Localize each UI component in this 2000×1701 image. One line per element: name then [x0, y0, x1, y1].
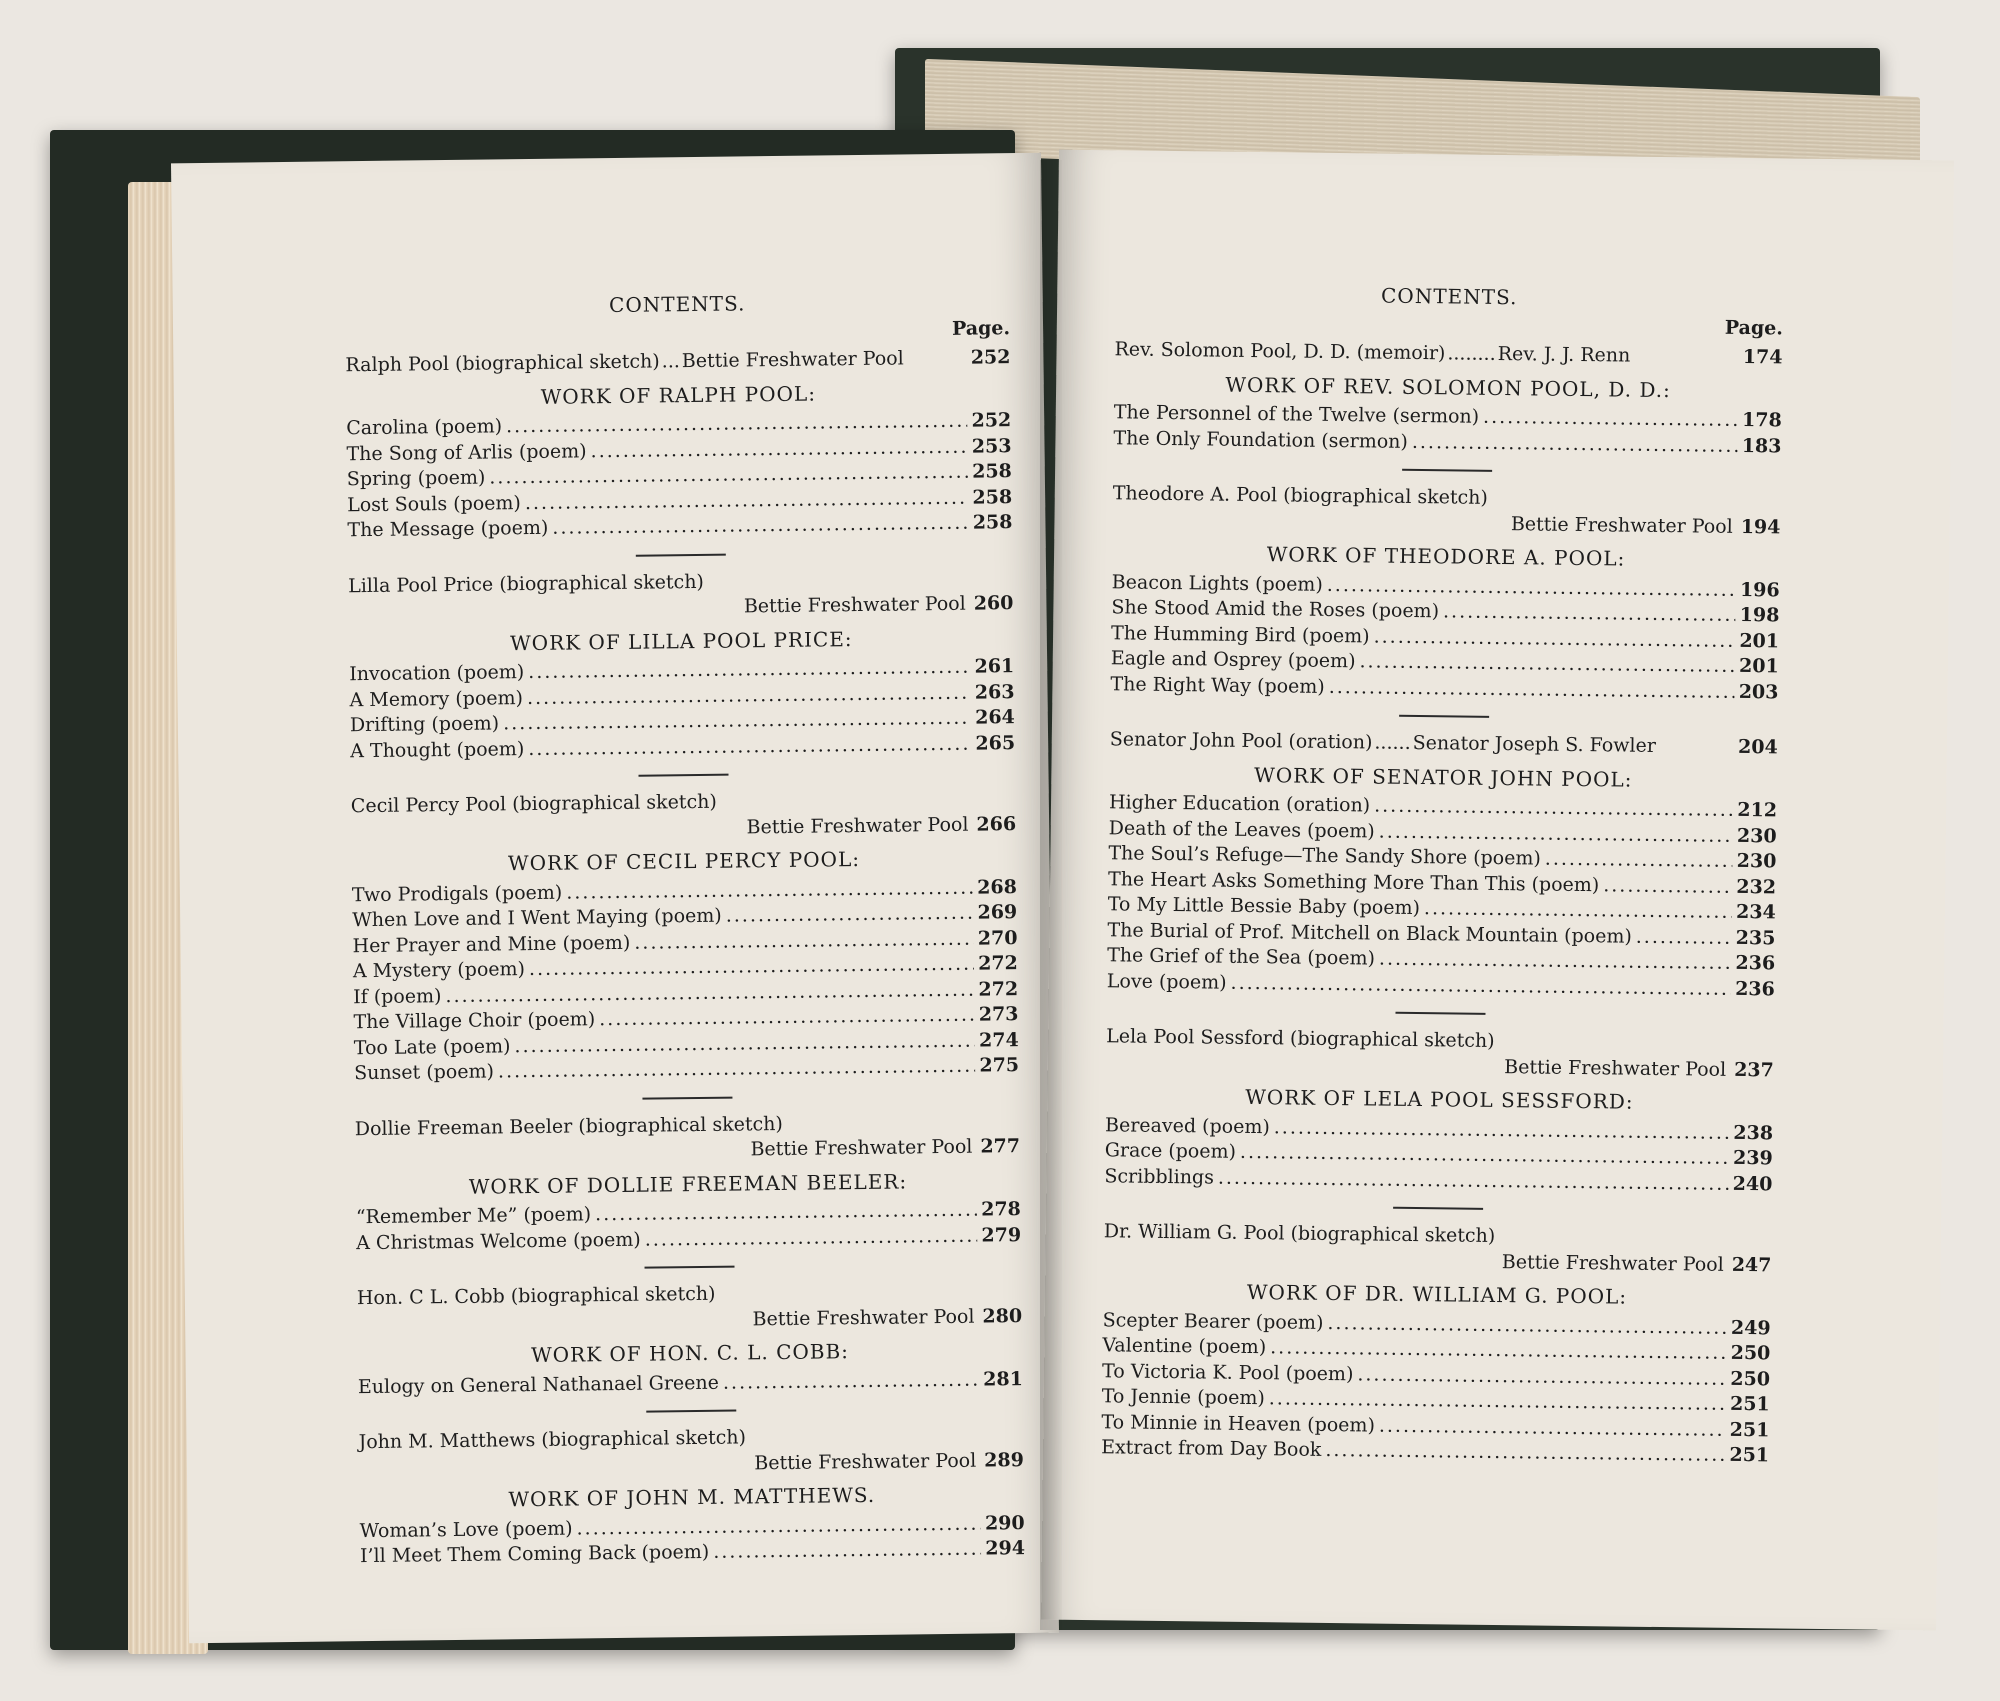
- entry-page: 279: [981, 1223, 1022, 1247]
- biography-page: 204: [1737, 735, 1778, 759]
- entry-title: The Heart Asks Something More Than This (poem): [1107, 867, 1600, 896]
- entry-title: The Message (poem): [347, 516, 549, 542]
- biography-page: 277: [980, 1135, 1021, 1158]
- biography-title: Senator John Pool (oration): [1109, 728, 1373, 754]
- work-heading: WORK OF LELA POOL SESSFORD:: [1245, 1084, 1634, 1114]
- work-heading: WORK OF HON. C. L. COBB:: [530, 1339, 850, 1368]
- contents-heading: CONTENTS.: [1380, 283, 1518, 310]
- toc-section: [1107, 727, 1778, 1002]
- entry-title: When Love and I Went Maying (poem): [352, 904, 722, 932]
- contents-heading: CONTENTS.: [608, 291, 746, 318]
- entry-page: 253: [971, 434, 1012, 458]
- toc-section: [1113, 337, 1782, 459]
- entry-title: Love (poem): [1106, 969, 1227, 994]
- entry-page: 203: [1738, 680, 1779, 703]
- entry-title: The Only Foundation (sermon): [1113, 426, 1409, 453]
- leader-dots: [1545, 847, 1733, 875]
- toc-section: [355, 1109, 1022, 1257]
- leader-dots: [645, 1223, 978, 1253]
- biography-page: 260: [973, 592, 1014, 615]
- entry-title: If (poem): [353, 984, 442, 1008]
- entry-page: 240: [1732, 1172, 1773, 1195]
- entry-page: 281: [983, 1367, 1024, 1391]
- toc-section: [348, 566, 1015, 765]
- toc-entry: [358, 1367, 1023, 1401]
- entry-title: Higher Education (oration): [1108, 791, 1371, 817]
- leader-dots: ......: [1374, 731, 1411, 754]
- leader-dots: ........: [1447, 342, 1496, 365]
- entry-page: 183: [1741, 434, 1782, 457]
- entry-page: 258: [972, 511, 1013, 534]
- spacer: [904, 364, 971, 365]
- section-divider: [1399, 715, 1489, 718]
- entry-page: 272: [978, 977, 1019, 1001]
- leader-dots: [1325, 1438, 1725, 1468]
- section-divider: [1395, 1012, 1485, 1015]
- biography-entry: [1110, 727, 1778, 761]
- entry-page: 230: [1736, 849, 1777, 873]
- biography-page: 289: [984, 1448, 1025, 1472]
- entry-page: 269: [977, 901, 1018, 924]
- leader-dots: [713, 1537, 981, 1566]
- biography-title: Rev. Solomon Pool, D. D. (memoir): [1114, 338, 1446, 365]
- section-divider: [1393, 1207, 1483, 1210]
- entry-page: 275: [979, 1054, 1020, 1077]
- biography-entry: [1114, 337, 1782, 371]
- biography-page: 194: [1740, 515, 1781, 538]
- toc-section: [1110, 481, 1781, 705]
- entry-page: 201: [1739, 629, 1780, 652]
- entry-title: Valentine (poem): [1102, 1334, 1267, 1359]
- entry-title: She Stood Amid the Roses (poem): [1111, 596, 1440, 623]
- page-column-label: Page.: [1724, 316, 1784, 339]
- biography-author: Rev. J. J. Renn: [1497, 342, 1631, 367]
- entry-page: 212: [1737, 798, 1778, 822]
- leader-dots: [498, 1054, 976, 1085]
- entry-page: 273: [978, 1003, 1019, 1026]
- leader-dots: [1636, 924, 1732, 951]
- entry-page: 230: [1736, 824, 1777, 847]
- entry-title: Beacon Lights (poem): [1111, 570, 1323, 596]
- entry-page: 250: [1730, 1341, 1771, 1365]
- spacer: [1630, 362, 1743, 363]
- entry-title: A Memory (poem): [349, 686, 524, 711]
- entry-page: 264: [975, 706, 1015, 729]
- entry-page: 294: [985, 1537, 1026, 1560]
- entry-page: 278: [981, 1198, 1021, 1221]
- biography-title: John M. Matthews (biographical sketch): [358, 1426, 747, 1454]
- section-divider: [642, 1096, 732, 1099]
- entry-title: Grace (poem): [1104, 1139, 1237, 1163]
- biography-author: Bettie Freshwater Pool: [1501, 1250, 1724, 1276]
- entry-page: 249: [1730, 1316, 1771, 1339]
- entry-page: 270: [977, 926, 1018, 950]
- entry-title: “Remember Me” (poem): [355, 1203, 592, 1229]
- page-column-label: Page.: [951, 316, 1011, 340]
- toc-section: [351, 786, 1020, 1087]
- biography-author: Senator Joseph S. Fowler: [1412, 731, 1657, 757]
- book-gutter: [1040, 160, 1062, 1630]
- biography-title: Ralph Pool (biographical sketch): [345, 350, 660, 377]
- entry-title: To My Little Bessie Baby (poem): [1107, 893, 1421, 920]
- entry-page: 251: [1729, 1443, 1770, 1467]
- entry-title: Spring (poem): [346, 466, 486, 491]
- biography-page: 247: [1731, 1253, 1772, 1276]
- biography-title: Dr. William G. Pool (biographical sketch): [1103, 1220, 1496, 1247]
- work-heading: WORK OF DR. WILLIAM G. POOL:: [1246, 1279, 1628, 1309]
- entry-page: 290: [984, 1511, 1025, 1535]
- entry-page: 238: [1733, 1121, 1774, 1144]
- entry-page: 234: [1735, 900, 1776, 924]
- entry-title: Scribblings: [1104, 1164, 1215, 1189]
- biography-title: Theodore A. Pool (biographical sketch): [1112, 482, 1488, 509]
- entry-title: Lost Souls (poem): [347, 491, 522, 516]
- entry-page: 236: [1735, 977, 1775, 1000]
- leader-dots: [528, 731, 971, 762]
- entry-title: Sunset (poem): [353, 1060, 495, 1085]
- biography-author: Bettie Freshwater Pool: [754, 1449, 977, 1474]
- entry-page: 232: [1736, 875, 1777, 898]
- entry-title: Woman’s Love (poem): [359, 1517, 573, 1542]
- entry-page: 236: [1735, 951, 1776, 975]
- entry-title: Eagle and Osprey (poem): [1110, 647, 1356, 673]
- entry-title: The Song of Arlis (poem): [346, 439, 587, 465]
- entry-title: Her Prayer and Mine (poem): [352, 931, 631, 957]
- section-divider: [644, 1266, 734, 1269]
- entry-page: 252: [971, 409, 1012, 432]
- biography-title: Lilla Pool Price (biographical sketch): [348, 570, 705, 597]
- toc-section: [345, 345, 1012, 544]
- work-heading: WORK OF DOLLIE FREEMAN BEELER:: [468, 1168, 908, 1199]
- entry-title: A Christmas Welcome (poem): [356, 1228, 641, 1254]
- biography-author: Bettie Freshwater Pool: [681, 347, 904, 373]
- biography-title: Cecil Percy Pool (biographical sketch): [350, 790, 717, 818]
- entry-page: 274: [978, 1028, 1019, 1052]
- entry-title: The Soul’s Refuge—The Sandy Shore (poem): [1108, 842, 1542, 870]
- entry-title: Death of the Leaves (poem): [1108, 816, 1375, 842]
- leader-dots: [552, 511, 969, 542]
- entry-page: 261: [974, 655, 1015, 678]
- biography-title: Dollie Freeman Beeler (biographical sketch): [354, 1112, 784, 1140]
- biography-title: Hon. C L. Cobb (biographical sketch): [356, 1282, 716, 1310]
- entry-title: To Victoria K. Pool (poem): [1101, 1359, 1354, 1385]
- entry-title: To Jennie (poem): [1101, 1385, 1265, 1410]
- toc-section: [358, 1422, 1025, 1570]
- entry-title: To Minnie in Heaven (poem): [1101, 1410, 1376, 1437]
- work-heading: WORK OF LILLA POOL PRICE:: [510, 626, 853, 655]
- entry-page: 178: [1741, 408, 1782, 432]
- entry-page: 258: [972, 460, 1012, 483]
- biography-author: Bettie Freshwater Pool: [743, 592, 966, 618]
- entry-page: 251: [1729, 1418, 1770, 1441]
- work-heading: WORK OF REV. SOLOMON POOL, D. D.:: [1225, 372, 1672, 402]
- work-heading: WORK OF CECIL PERCY POOL:: [507, 847, 861, 876]
- entry-title: Extract from Day Book: [1101, 1436, 1322, 1461]
- leader-dots: [1218, 1165, 1729, 1197]
- leader-dots: [1603, 873, 1732, 900]
- entry-title: I’ll Meet Them Coming Back (poem): [359, 1540, 710, 1568]
- entry-page: 268: [977, 875, 1018, 899]
- entry-title: The Burial of Prof. Mitchell on Black Mountain (poem): [1107, 918, 1632, 948]
- entry-title: The Village Choir (poem): [353, 1008, 596, 1034]
- entry-title: Scepter Bearer (poem): [1102, 1308, 1324, 1334]
- leader-dots: [1443, 599, 1736, 628]
- entry-title: Bereaved (poem): [1104, 1113, 1270, 1138]
- leader-dots: [1424, 896, 1732, 925]
- entry-title: Two Prodigals (poem): [351, 881, 563, 906]
- section-divider: [635, 553, 725, 556]
- leader-dots: [1329, 674, 1735, 704]
- work-heading: WORK OF SENATOR JOHN POOL:: [1254, 762, 1633, 792]
- biography-page: 252: [970, 346, 1011, 369]
- biography-page: 237: [1734, 1058, 1774, 1081]
- entry-title: Too Late (poem): [353, 1034, 511, 1059]
- biography-entry: [345, 345, 1010, 379]
- biography-author: Bettie Freshwater Pool: [746, 813, 969, 838]
- leader-dots: [723, 1367, 980, 1396]
- biography-title: Lela Pool Sessford (biographical sketch): [1106, 1025, 1495, 1052]
- leader-dots: [1483, 405, 1738, 434]
- right-page: [1041, 150, 1954, 1631]
- biography-page: 280: [982, 1304, 1023, 1328]
- leader-dots: [1230, 970, 1731, 1002]
- entry-title: The Personnel of the Twelve (sermon): [1113, 401, 1480, 428]
- section-divider: [646, 1410, 736, 1413]
- biography-author: Bettie Freshwater Pool: [752, 1305, 975, 1330]
- entry-title: The Grief of the Sea (poem): [1107, 944, 1376, 970]
- entry-title: The Right Way (poem): [1110, 672, 1325, 698]
- entry-title: Eulogy on General Nathanael Greene: [357, 1371, 720, 1398]
- leader-dots: [1412, 429, 1738, 458]
- biography-author: Bettie Freshwater Pool: [750, 1135, 973, 1161]
- entry-title: Carolina (poem): [346, 415, 503, 440]
- entry-page: 263: [974, 680, 1015, 704]
- entry-page: 235: [1735, 926, 1776, 949]
- entry-title: The Humming Bird (poem): [1110, 621, 1370, 647]
- entry-page: 250: [1730, 1367, 1771, 1390]
- entry-title: Drifting (poem): [349, 712, 500, 737]
- entry-page: 265: [975, 731, 1016, 755]
- entry-page: 198: [1739, 603, 1780, 627]
- left-page: [171, 153, 1059, 1644]
- left-contents: [345, 288, 1026, 1574]
- entry-page: 196: [1739, 578, 1780, 601]
- leader-dots: ...: [661, 350, 680, 373]
- work-heading: WORK OF THEODORE A. POOL:: [1266, 542, 1626, 571]
- entry-page: 272: [978, 952, 1018, 975]
- right-contents: [1101, 280, 1783, 1473]
- toc-section: [357, 1278, 1023, 1400]
- entry-title: A Thought (poem): [350, 737, 525, 762]
- entry-page: 258: [972, 485, 1013, 509]
- section-divider: [1402, 469, 1492, 472]
- leader-dots: [726, 901, 974, 930]
- biography-author: Bettie Freshwater Pool: [1504, 1055, 1727, 1081]
- toc-section: [1104, 1024, 1774, 1197]
- toc-section: [1101, 1219, 1772, 1469]
- entry-page: 201: [1738, 654, 1779, 678]
- entry-title: A Mystery (poem): [352, 958, 526, 983]
- section-divider: [638, 774, 728, 777]
- biography-page: 266: [976, 812, 1017, 836]
- work-heading: WORK OF RALPH POOL:: [540, 381, 817, 409]
- entry-page: 239: [1732, 1146, 1773, 1170]
- biography-page: 174: [1742, 345, 1783, 369]
- entry-title: Invocation (poem): [349, 661, 525, 686]
- spacer: [1656, 752, 1738, 753]
- work-heading: WORK OF JOHN M. MATTHEWS.: [508, 1482, 876, 1512]
- biography-author: Bettie Freshwater Pool: [1510, 512, 1733, 538]
- entry-page: 251: [1729, 1392, 1770, 1416]
